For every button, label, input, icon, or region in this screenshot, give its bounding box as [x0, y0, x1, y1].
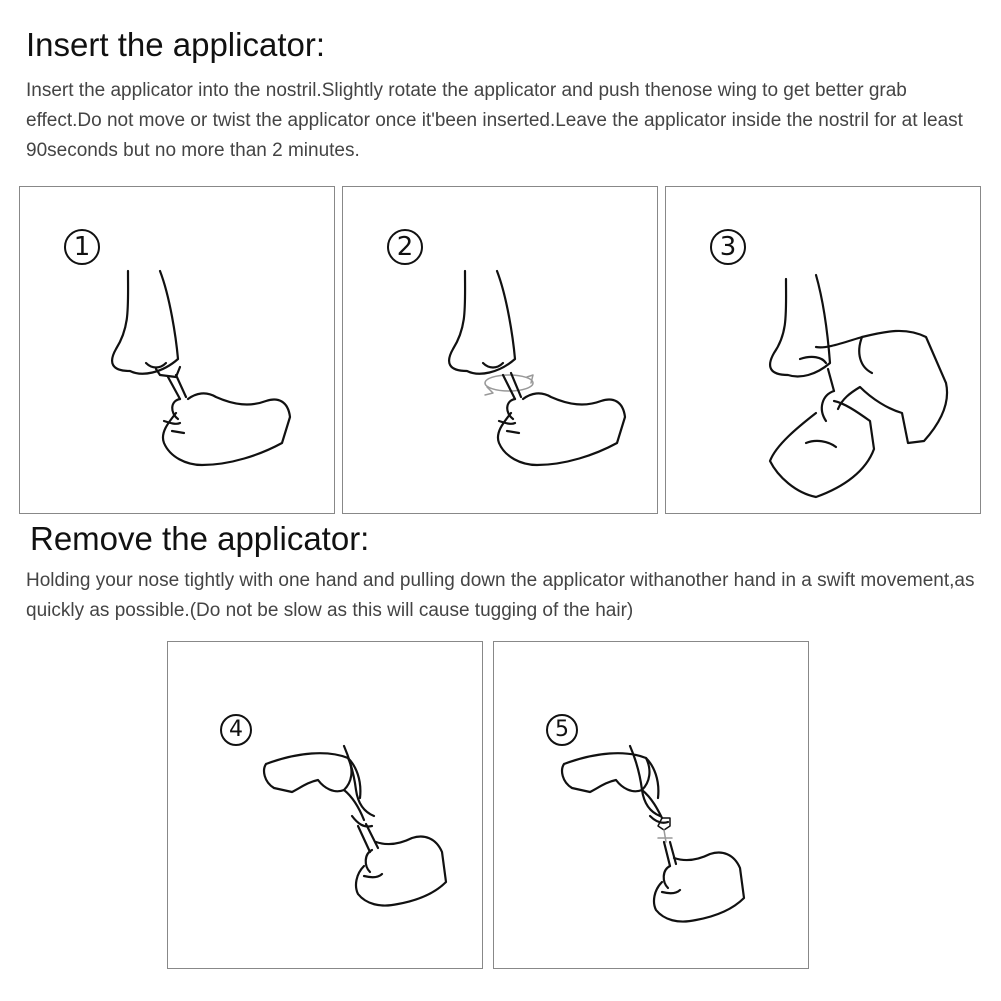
- step-2-panel: [342, 186, 658, 514]
- insert-description: Insert the applicator into the nostril.Slightly rotate the applicator and push thenose wing to get better grab effect.Do not move or twist the applicator once it'been inserted.Leave the applicator inside the nostril for at least 90seconds but no more than 2 minutes.: [26, 80, 963, 161]
- step-2-number: 2: [387, 229, 423, 265]
- nose-rotate-illustration: [343, 187, 659, 515]
- nose-push-wing-illustration: [666, 187, 982, 515]
- step-4-panel: [167, 641, 483, 969]
- step-4-number: 4: [220, 714, 252, 746]
- nose-hold-pull-illustration: [168, 642, 484, 970]
- nose-insert-illustration: [20, 187, 336, 515]
- step-5-panel: [493, 641, 809, 969]
- remove-description: Holding your nose tightly with one hand and pulling down the applicator withanother hand in a swift movement,as quickly as possible.(Do not be slow as this will cause tugging of the hair): [26, 570, 975, 621]
- remove-heading: Remove the applicator:: [30, 520, 370, 557]
- step-1-panel: [19, 186, 335, 514]
- applicator-removed-illustration: [494, 642, 810, 970]
- step-1-number: 1: [64, 229, 100, 265]
- step-3-panel: [665, 186, 981, 514]
- insert-heading: Insert the applicator:: [26, 26, 325, 63]
- step-3-number: 3: [710, 229, 746, 265]
- step-5-number: 5: [546, 714, 578, 746]
